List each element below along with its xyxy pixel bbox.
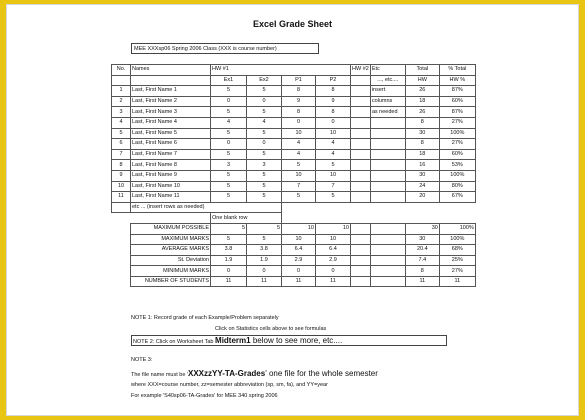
stat-p1[interactable]: 2.9 [282, 255, 316, 266]
hw-total[interactable]: 30 [405, 128, 439, 139]
header-p1: P1 [282, 75, 316, 86]
score-ex1[interactable]: 5 [211, 128, 247, 139]
hw-total[interactable]: 24 [405, 181, 439, 192]
student-row [112, 96, 476, 107]
score-ex1[interactable]: 5 [211, 170, 247, 181]
note-2: NOTE 2: Click on Worksheet Tab Midterm1 below to see more, etc.... [133, 336, 343, 345]
hw-total[interactable]: 26 [405, 86, 439, 97]
stat-ex2[interactable]: 3.8 [247, 245, 282, 256]
student-row [112, 181, 476, 192]
stat-ex2[interactable]: 0 [247, 266, 282, 277]
stat-pct[interactable]: 68% [439, 245, 475, 256]
score-ex1[interactable]: 5 [211, 86, 247, 97]
student-name[interactable]: Last, First Name 11 [131, 192, 211, 203]
stats-label[interactable]: NUMBER OF STUDENTS [131, 276, 211, 287]
student-no: 9 [112, 170, 131, 181]
etc-note[interactable] [370, 139, 405, 150]
worksheet-tab-name: Midterm1 [215, 336, 251, 345]
blank-row [112, 213, 476, 224]
header-no: No. [112, 65, 131, 76]
hw-pct[interactable]: 80% [439, 181, 475, 192]
student-name[interactable]: Last, First Name 4 [131, 117, 211, 128]
score-p2[interactable]: 8 [316, 107, 351, 118]
stat-total[interactable]: 7.4 [405, 255, 439, 266]
stat-pct[interactable]: 100% [439, 234, 475, 245]
header-ex1: Ex1 [211, 75, 247, 86]
stat-total[interactable]: 8 [405, 266, 439, 277]
header-ex2: Ex2 [247, 75, 282, 86]
hw-pct[interactable]: 60% [439, 96, 475, 107]
hw-pct[interactable]: 87% [439, 107, 475, 118]
stat-ex2[interactable]: 1.9 [247, 255, 282, 266]
student-no: 4 [112, 117, 131, 128]
score-hw2[interactable] [351, 181, 371, 192]
score-ex1[interactable]: 5 [211, 192, 247, 203]
score-p1[interactable]: 4 [282, 139, 316, 150]
score-p1[interactable]: 9 [282, 96, 316, 107]
stats-label[interactable]: AVERAGE MARKS [131, 245, 211, 256]
student-name[interactable]: Last, First Name 1 [131, 86, 211, 97]
student-name[interactable]: Last, First Name 2 [131, 96, 211, 107]
note-3a: The file name must be 'XXXzzYY-TA-Grades' one file for the whole semester [131, 369, 378, 378]
score-p1[interactable]: 4 [282, 149, 316, 160]
stat-pct[interactable]: 100% [439, 223, 475, 234]
insert-rows-row [112, 202, 476, 213]
hw-pct[interactable]: 27% [439, 139, 475, 150]
score-p1[interactable]: 8 [282, 86, 316, 97]
stat-pct[interactable]: 25% [439, 255, 475, 266]
score-ex2[interactable]: 5 [247, 128, 282, 139]
score-p2[interactable]: 0 [316, 117, 351, 128]
score-p2[interactable]: 4 [316, 139, 351, 150]
score-hw2[interactable] [351, 128, 371, 139]
stats-row [112, 245, 476, 256]
student-row [112, 139, 476, 150]
header-hw1: HW #1 [211, 65, 351, 76]
student-name[interactable]: Last, First Name 5 [131, 128, 211, 139]
hw-total[interactable]: 16 [405, 160, 439, 171]
student-name[interactable]: Last, First Name 9 [131, 170, 211, 181]
stats-label[interactable]: MAXIMUM MARKS [131, 234, 211, 245]
header-names: Names [131, 65, 211, 76]
hw-total[interactable]: 18 [405, 96, 439, 107]
file-name-pattern: XXXzzYY-TA-Grades [188, 369, 266, 378]
student-row [112, 128, 476, 139]
score-p2[interactable]: 9 [316, 96, 351, 107]
class-label-cell[interactable]: MEE XXXsp06 Spring 2006 Class (XXX is course number) [131, 43, 319, 54]
etc-note[interactable] [370, 170, 405, 181]
score-hw2[interactable] [351, 139, 371, 150]
stat-pct[interactable]: 11 [439, 276, 475, 287]
stat-p2[interactable]: 10 [316, 234, 351, 245]
stats-row [112, 255, 476, 266]
score-p2[interactable]: 5 [316, 160, 351, 171]
score-ex2[interactable]: 5 [247, 149, 282, 160]
stat-total[interactable]: 30 [405, 223, 439, 234]
hw-pct[interactable]: 100% [439, 170, 475, 181]
stat-ex1[interactable]: 0 [211, 266, 247, 277]
hw-pct[interactable]: 27% [439, 117, 475, 128]
stats-row [112, 234, 476, 245]
score-ex1[interactable]: 3 [211, 160, 247, 171]
score-p2[interactable]: 8 [316, 86, 351, 97]
hw-pct[interactable]: 60% [439, 149, 475, 160]
score-p2[interactable]: 5 [316, 192, 351, 203]
hw-total[interactable]: 20 [405, 192, 439, 203]
score-p1[interactable]: 10 [282, 128, 316, 139]
etc-note[interactable]: insert [370, 86, 405, 97]
grade-sheet [6, 4, 579, 416]
etc-note[interactable]: as needed [370, 107, 405, 118]
score-p2[interactable]: 4 [316, 149, 351, 160]
score-ex2[interactable]: 5 [247, 192, 282, 203]
student-name[interactable]: Last, First Name 10 [131, 181, 211, 192]
hw-total[interactable]: 26 [405, 107, 439, 118]
etc-note[interactable] [370, 160, 405, 171]
stat-p1[interactable]: 11 [282, 276, 316, 287]
header-hw2: HW #2 [351, 65, 371, 76]
score-hw2[interactable] [351, 107, 371, 118]
etc-note[interactable] [370, 149, 405, 160]
score-p1[interactable]: 0 [282, 117, 316, 128]
student-name[interactable]: Last, First Name 7 [131, 149, 211, 160]
etc-note[interactable] [370, 192, 405, 203]
student-row [112, 86, 476, 97]
hw-total[interactable]: 8 [405, 117, 439, 128]
score-ex2[interactable]: 4 [247, 117, 282, 128]
etc-note[interactable] [370, 181, 405, 192]
score-ex1[interactable]: 5 [211, 149, 247, 160]
stats-row [112, 266, 476, 277]
stat-p2[interactable]: 10 [316, 223, 351, 234]
etc-note[interactable]: columns [370, 96, 405, 107]
stat-pct[interactable]: 27% [439, 266, 475, 277]
note-3: NOTE 3: [131, 357, 153, 363]
score-hw2[interactable] [351, 96, 371, 107]
hw-pct[interactable]: 100% [439, 128, 475, 139]
score-ex1[interactable]: 5 [211, 181, 247, 192]
score-ex2[interactable]: 3 [247, 160, 282, 171]
score-p2[interactable]: 7 [316, 181, 351, 192]
stat-total[interactable]: 20.4 [405, 245, 439, 256]
stat-ex2[interactable]: 5 [247, 223, 282, 234]
score-hw2[interactable] [351, 117, 371, 128]
student-no: 1 [112, 86, 131, 97]
stat-p1[interactable]: 6.4 [282, 245, 316, 256]
stat-total[interactable]: 30 [405, 234, 439, 245]
student-no: 3 [112, 107, 131, 118]
insert-rows-note[interactable]: etc ... (insert rows as needed) [131, 202, 282, 213]
stats-label[interactable]: MINIMUM MARKS [131, 266, 211, 277]
grade-table [111, 64, 476, 287]
score-ex2[interactable]: 5 [247, 170, 282, 181]
stat-ex1[interactable]: 5 [211, 223, 247, 234]
header-row-1 [112, 65, 476, 76]
score-hw2[interactable] [351, 86, 371, 97]
header-etc: Etc [370, 65, 405, 76]
score-p2[interactable]: 10 [316, 128, 351, 139]
stat-ex2[interactable]: 5 [247, 234, 282, 245]
hw-total[interactable]: 8 [405, 139, 439, 150]
score-ex1[interactable]: 0 [211, 96, 247, 107]
header-hw: HW [405, 75, 439, 86]
hw-total[interactable]: 30 [405, 170, 439, 181]
student-no: 6 [112, 139, 131, 150]
sheet-title: Excel Grade Sheet [252, 19, 333, 29]
score-ex1[interactable]: 0 [211, 139, 247, 150]
score-ex2[interactable]: 5 [247, 107, 282, 118]
student-no: 2 [112, 96, 131, 107]
student-no: 5 [112, 128, 131, 139]
stat-ex1[interactable]: 3.8 [211, 245, 247, 256]
student-no: 11 [112, 192, 131, 203]
student-no: 10 [112, 181, 131, 192]
stat-p2[interactable]: 0 [316, 266, 351, 277]
stat-total[interactable]: 11 [405, 276, 439, 287]
hw-pct[interactable]: 87% [439, 86, 475, 97]
score-p1[interactable]: 10 [282, 170, 316, 181]
stats-label[interactable]: St. Deviation [131, 255, 211, 266]
stat-p1[interactable]: 10 [282, 234, 316, 245]
note-1: NOTE 1: Record grade of each Example/Problem separately [131, 315, 279, 321]
stat-p2[interactable]: 6.4 [316, 245, 351, 256]
hw-pct[interactable]: 67% [439, 192, 475, 203]
score-p1[interactable]: 5 [282, 160, 316, 171]
note-3c: For example 'S40sp06-TA-Grades' for MEE 340 spring 2006 [131, 393, 278, 399]
score-p1[interactable]: 7 [282, 181, 316, 192]
header-total: Total [405, 65, 439, 76]
student-row [112, 170, 476, 181]
score-ex2[interactable]: 0 [247, 96, 282, 107]
student-name[interactable]: Last, First Name 6 [131, 139, 211, 150]
student-name[interactable]: Last, First Name 8 [131, 160, 211, 171]
stats-row [112, 223, 476, 234]
header-pct-total: % Total [439, 65, 475, 76]
score-hw2[interactable] [351, 170, 371, 181]
student-row [112, 107, 476, 118]
student-row [112, 192, 476, 203]
score-p2[interactable]: 10 [316, 170, 351, 181]
stat-ex2[interactable]: 11 [247, 276, 282, 287]
score-ex2[interactable]: 0 [247, 139, 282, 150]
stats-label[interactable]: MAXIMUM POSSIBLE [131, 223, 211, 234]
student-row [112, 149, 476, 160]
score-p1[interactable]: 8 [282, 107, 316, 118]
note-1b: Click on Statistics cells above to see formulas [215, 326, 327, 332]
etc-note[interactable] [370, 128, 405, 139]
score-ex1[interactable]: 5 [211, 107, 247, 118]
student-no: 8 [112, 160, 131, 171]
score-hw2[interactable] [351, 149, 371, 160]
stat-ex1[interactable]: 5 [211, 234, 247, 245]
score-hw2[interactable] [351, 192, 371, 203]
stat-ex1[interactable]: 11 [211, 276, 247, 287]
header-row-2 [112, 75, 476, 86]
hw-total[interactable]: 18 [405, 149, 439, 160]
header-etc-sub: ..., etc.... [370, 75, 405, 86]
score-hw2[interactable] [351, 160, 371, 171]
student-row [112, 117, 476, 128]
blank-row-note[interactable]: One blank row [211, 213, 282, 224]
stat-p2[interactable]: 2.9 [316, 255, 351, 266]
student-no: 7 [112, 149, 131, 160]
etc-note[interactable] [370, 117, 405, 128]
stat-p1[interactable]: 10 [282, 223, 316, 234]
note-3b: where XXX=course number, zz=semester abbreviation (sp, sm, fa), and YY=year [131, 382, 328, 388]
score-ex2[interactable]: 5 [247, 86, 282, 97]
student-name[interactable]: Last, First Name 3 [131, 107, 211, 118]
stats-row [112, 276, 476, 287]
header-hw-pct: HW % [439, 75, 475, 86]
score-ex1[interactable]: 4 [211, 117, 247, 128]
score-ex2[interactable]: 5 [247, 181, 282, 192]
student-row [112, 160, 476, 171]
stat-p1[interactable]: 0 [282, 266, 316, 277]
score-p1[interactable]: 5 [282, 192, 316, 203]
header-p2: P2 [316, 75, 351, 86]
stat-p2[interactable]: 11 [316, 276, 351, 287]
stat-ex1[interactable]: 1.9 [211, 255, 247, 266]
hw-pct[interactable]: 53% [439, 160, 475, 171]
